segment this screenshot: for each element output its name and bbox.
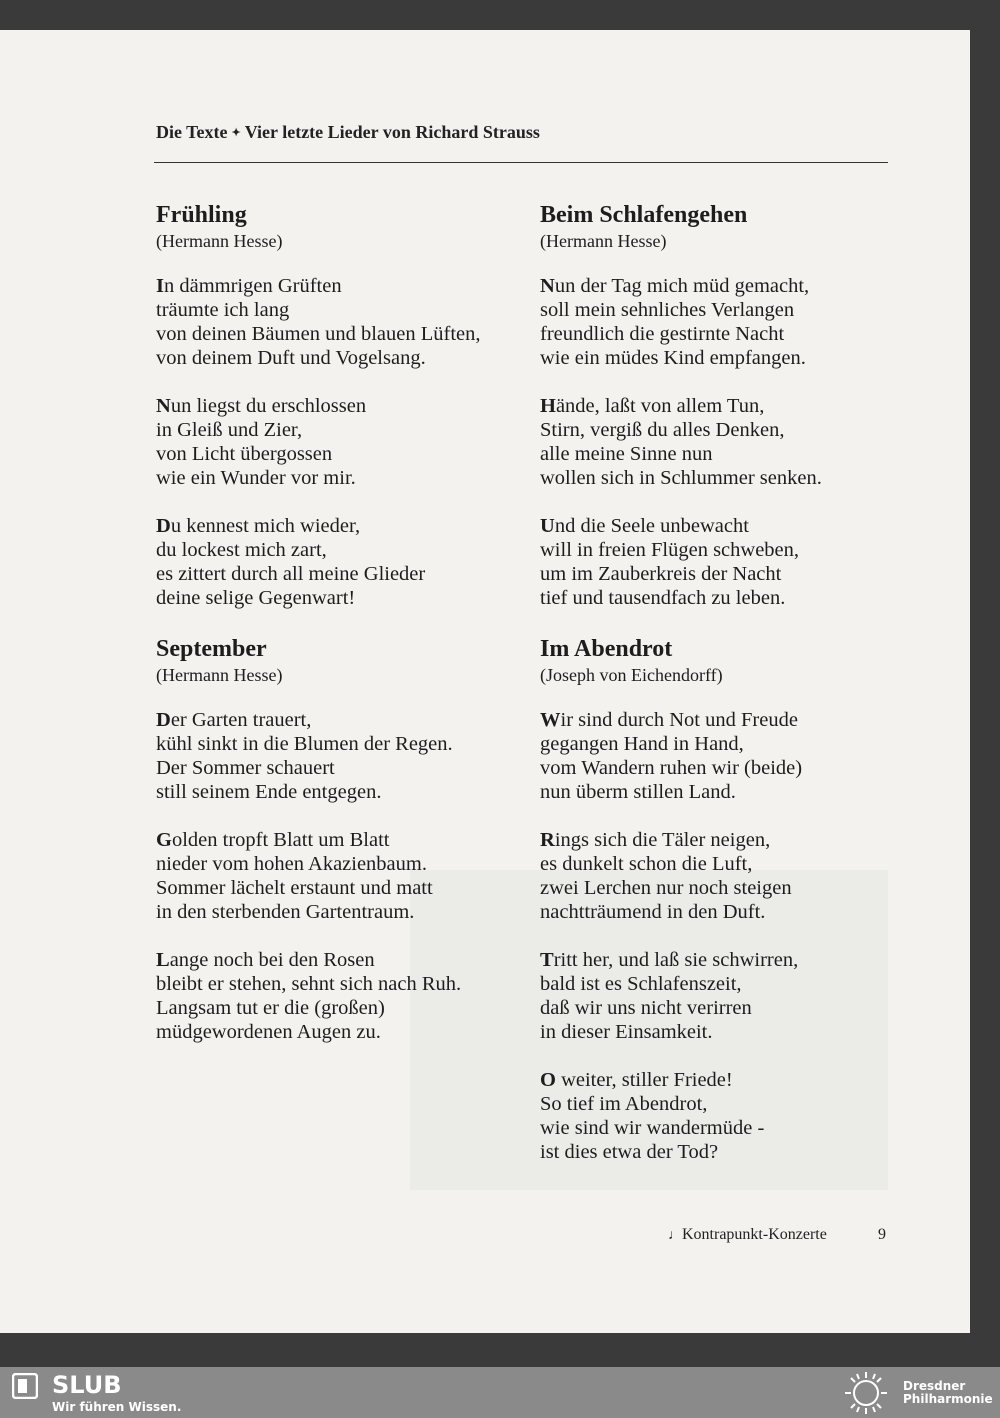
verse-line: will in freien Flügen schweben,	[540, 539, 800, 561]
stanza	[540, 828, 900, 924]
verse-line: alle meine Sinne nun	[540, 443, 713, 465]
stanza	[156, 828, 516, 924]
poem-author: (Joseph von Eichendorff)	[540, 665, 723, 685]
stanza	[540, 394, 900, 490]
stanza	[156, 948, 516, 1044]
poem-author: (Hermann Hesse)	[156, 665, 283, 685]
verse-line: gegangen Hand in Hand,	[540, 733, 744, 755]
verse-line	[540, 708, 900, 732]
verse-line: So tief im Abendrot,	[540, 1093, 708, 1115]
verse-line: in Gleiß und Zier,	[156, 419, 303, 441]
stanza	[156, 274, 516, 370]
verse-line: Stirn, vergiß du alles Denken,	[540, 419, 785, 441]
verse-line: kühl sinkt in die Blumen der Regen.	[156, 733, 453, 755]
verse-line	[540, 394, 900, 418]
stanza	[540, 274, 900, 370]
verse-line: Sommer lächelt erstaunt und matt	[156, 877, 433, 899]
poem-author: (Hermann Hesse)	[540, 231, 667, 251]
verse-line: bleibt er stehen, sehnt sich nach Ruh.	[156, 973, 462, 995]
verse-line	[156, 828, 516, 852]
stanza-initial: I	[156, 275, 164, 297]
stanza-initial: N	[156, 395, 171, 417]
poem-title: Beim Schlafengehen	[540, 202, 748, 228]
footer-series	[668, 1226, 827, 1244]
verse-line: vom Wandern ruhen wir (beide)	[540, 757, 803, 779]
verse-line: von deinem Duft und Vogelsang.	[156, 347, 426, 369]
stanza-initial: H	[540, 395, 556, 417]
stanza-initial: O	[540, 1069, 556, 1091]
stanza	[156, 708, 516, 804]
verse-line: nieder vom hohen Akazienbaum.	[156, 853, 427, 875]
verse-text: weiter, stiller Friede!	[555, 1069, 733, 1091]
verse-text: u kennest mich wieder,	[170, 515, 361, 537]
verse-line: in den sterbenden Gartentraum.	[156, 901, 415, 923]
verse-line: wollen sich in Schlummer senken.	[540, 467, 822, 489]
stanza-initial: D	[156, 515, 171, 537]
philharmonie-name	[903, 1380, 993, 1406]
verse-text: ände, laßt von allem Tun,	[555, 395, 765, 417]
stanza-initial: U	[540, 515, 555, 537]
stanza	[156, 514, 516, 610]
stanza-initial: L	[156, 949, 170, 971]
verse-line: müdgewordenen Augen zu.	[156, 1021, 381, 1043]
verse-text: un liegst du erschlossen	[170, 395, 367, 417]
verse-line: freundlich die gestirnte Nacht	[540, 323, 785, 345]
philharmonie-line2: Philharmonie	[903, 1392, 993, 1406]
verse-line	[156, 394, 516, 418]
verse-text: ritt her, und laß sie schwirren,	[553, 949, 799, 971]
poem-title: September	[156, 636, 267, 662]
stanza	[540, 1068, 900, 1164]
stanza-initial: T	[540, 949, 554, 971]
verse-line	[540, 274, 900, 298]
verse-line: von deinen Bäumen und blauen Lüften,	[156, 323, 481, 345]
verse-line: Der Sommer schauert	[156, 757, 335, 779]
verse-line	[156, 274, 516, 298]
slub-logo-icon	[12, 1373, 38, 1399]
verse-line	[156, 948, 516, 972]
philharmonie-line1: Dresdner	[903, 1379, 966, 1393]
verse-line: still seinem Ende entgegen.	[156, 781, 382, 803]
verse-text: ings sich die Täler neigen,	[554, 829, 771, 851]
stanza	[540, 708, 900, 804]
verse-line: träumte ich lang	[156, 299, 290, 321]
header-separator: ✦	[231, 127, 241, 139]
verse-line	[156, 514, 516, 538]
verse-line: wie ein müdes Kind empfangen.	[540, 347, 806, 369]
verse-line: es zittert durch all meine Glieder	[156, 563, 426, 585]
verse-line: deine selige Gegenwart!	[156, 587, 356, 609]
verse-line	[540, 514, 900, 538]
verse-line: Langsam tut er die (großen)	[156, 997, 385, 1019]
stanza-initial: W	[540, 709, 561, 731]
verse-text: ir sind durch Not und Freude	[560, 709, 798, 731]
verse-line	[540, 828, 900, 852]
philharmonie-logo-icon	[842, 1370, 890, 1416]
stanza	[156, 394, 516, 490]
verse-line: zwei Lerchen nur noch steigen	[540, 877, 792, 899]
verse-text: n dämmrigen Grüften	[163, 275, 342, 297]
header-section: Die Texte	[156, 122, 228, 142]
poem-author: (Hermann Hesse)	[156, 231, 283, 251]
page-header	[156, 122, 540, 143]
poem-title: Im Abendrot	[540, 636, 673, 662]
verse-line: nachtträumend in den Duft.	[540, 901, 766, 923]
verse-line	[540, 948, 900, 972]
music-note-icon: ♩	[668, 1228, 682, 1243]
verse-text: nd die Seele unbewacht	[554, 515, 749, 537]
header-title: Vier letzte Lieder von Richard Strauss	[244, 122, 540, 142]
poem-title: Frühling	[156, 202, 247, 228]
stanza-initial: N	[540, 275, 555, 297]
verse-text: ange noch bei den Rosen	[169, 949, 375, 971]
footer-series-label: Kontrapunkt-Konzerte	[682, 1226, 827, 1243]
verse-line: wie ein Wunder vor mir.	[156, 467, 356, 489]
verse-line: um im Zauberkreis der Nacht	[540, 563, 782, 585]
verse-line	[540, 1068, 900, 1092]
verse-line: in dieser Einsamkeit.	[540, 1021, 713, 1043]
verse-line: du lockest mich zart,	[156, 539, 327, 561]
bottom-bar	[0, 1367, 1000, 1418]
slub-tagline: Wir führen Wissen.	[52, 1400, 182, 1414]
page-number: 9	[878, 1226, 886, 1243]
verse-line: es dunkelt schon die Luft,	[540, 853, 753, 875]
verse-text: olden tropft Blatt um Blatt	[171, 829, 390, 851]
verse-text: un der Tag mich müd gemacht,	[554, 275, 810, 297]
verse-line: soll mein sehnliches Verlangen	[540, 299, 795, 321]
stanza	[540, 948, 900, 1044]
verse-line: wie sind wir wandermüde -	[540, 1117, 765, 1139]
stanza	[540, 514, 900, 610]
verse-line: daß wir uns nicht verirren	[540, 997, 752, 1019]
right-column	[540, 200, 900, 1188]
left-column	[156, 200, 516, 1068]
verse-line: bald ist es Schlafenszeit,	[540, 973, 742, 995]
header-rule	[154, 162, 888, 163]
verse-line: von Licht übergossen	[156, 443, 333, 465]
stanza-initial: D	[156, 709, 171, 731]
stanza-initial: G	[156, 829, 172, 851]
verse-line: tief und tausendfach zu leben.	[540, 587, 786, 609]
verse-text: er Garten trauert,	[170, 709, 312, 731]
verse-line	[156, 708, 516, 732]
verse-line: nun überm stillen Land.	[540, 781, 736, 803]
stanza-initial: R	[540, 829, 555, 851]
slub-name: SLUB	[52, 1371, 122, 1399]
verse-line: ist dies etwa der Tod?	[540, 1141, 719, 1163]
